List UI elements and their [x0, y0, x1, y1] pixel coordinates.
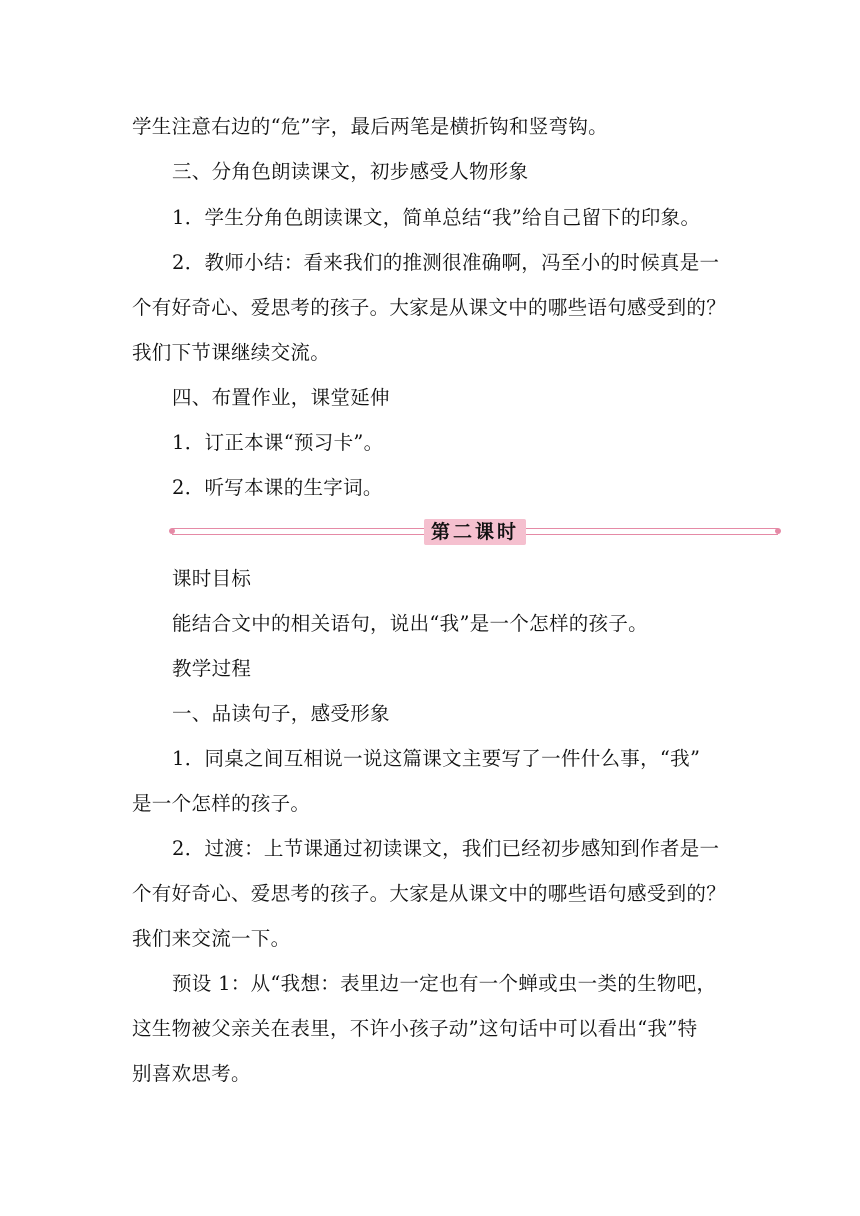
paragraph-line: 能结合文中的相关语句，说出“我”是一个怎样的孩子。	[172, 612, 648, 635]
subheading: 教学过程	[172, 657, 252, 680]
paragraph-line: 别喜欢思考。	[132, 1062, 251, 1085]
paragraph-line: 预设 1：从“我想：表里边一定也有一个蝉或虫一类的生物吧，	[172, 972, 717, 995]
section-heading: 一、品读句子，感受形象	[172, 702, 390, 725]
paragraph-line: 1．订正本课“预习卡”。	[172, 431, 384, 454]
divider-dot	[169, 528, 175, 534]
section-title: 第二课时	[424, 519, 526, 545]
paragraph-line: 我们下节课继续交流。	[132, 341, 331, 364]
paragraph-line: 个有好奇心、爱思考的孩子。大家是从课文中的哪些语句感受到的？	[132, 296, 727, 319]
paragraph-line: 学生注意右边的“危”字，最后两笔是横折钩和竖弯钩。	[132, 115, 608, 138]
subheading: 课时目标	[172, 567, 252, 590]
paragraph-line: 我们来交流一下。	[132, 927, 291, 950]
section-heading: 三、分角色朗读课文，初步感受人物形象	[172, 160, 529, 183]
divider-dot	[775, 528, 781, 534]
paragraph-line: 是一个怎样的孩子。	[132, 792, 311, 815]
section-heading: 四、布置作业，课堂延伸	[172, 386, 390, 409]
paragraph-line: 这生物被父亲关在表里，不许小孩子动”这句话中可以看出“我”特	[132, 1017, 698, 1040]
paragraph-line: 2．听写本课的生字词。	[172, 476, 383, 499]
paragraph-line: 2．过渡：上节课通过初读课文，我们已经初步感知到作者是一	[172, 837, 720, 860]
paragraph-line: 2．教师小结：看来我们的推测很准确啊，冯至小的时候真是一	[172, 251, 720, 274]
paragraph-line: 1．学生分角色朗读课文，简单总结“我”给自己留下的印象。	[172, 206, 701, 229]
section-divider	[172, 519, 778, 545]
paragraph-line: 个有好奇心、爱思考的孩子。大家是从课文中的哪些语句感受到的？	[132, 882, 727, 905]
paragraph-line: 1．同桌之间互相说一说这篇课文主要写了一件什么事，“我”	[172, 747, 701, 770]
